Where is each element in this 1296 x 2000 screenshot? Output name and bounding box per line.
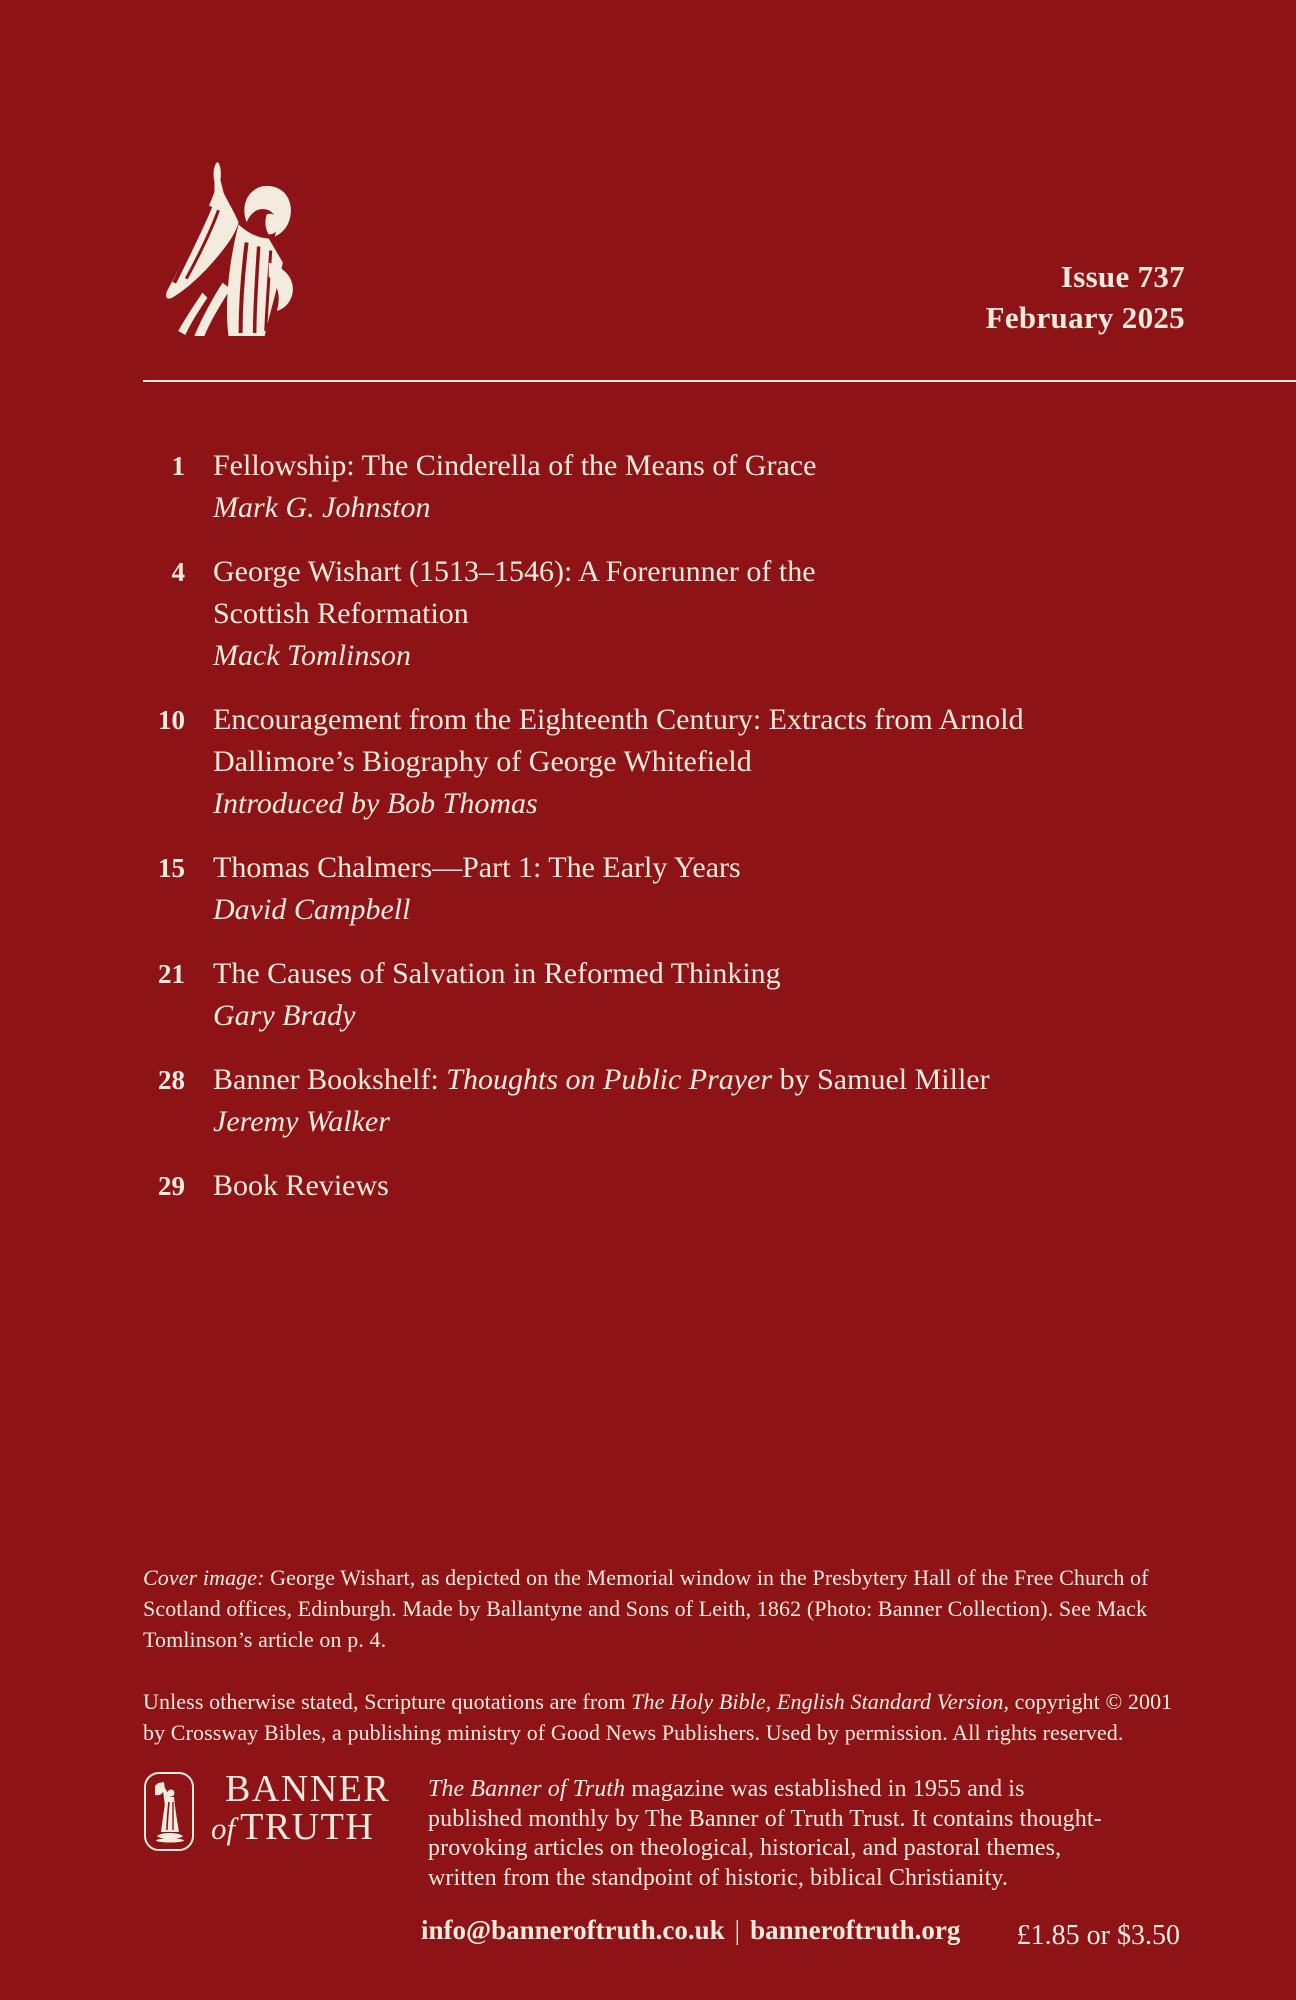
magazine-description-line [428,1775,1168,1805]
scripture-notice-line-segment: copyright © 2001 [1009,1689,1173,1714]
toc-title-line-segment: by Samuel Miller [772,1063,990,1096]
toc-title-line-segment: Thomas Chalmers—Part 1: The Early Years [213,851,741,884]
wordmark-of: of [211,1811,236,1846]
toc-entry-body [213,699,1024,825]
toc-entry [143,1165,1263,1207]
toc-page-number: 1 [171,451,185,481]
toc-title-line [213,1165,389,1207]
magazine-description-line-segment: written from the standpoint of historic, biblical Christianity. [428,1864,1008,1891]
preacher-figure-icon [150,158,296,336]
toc-title-line-segment: Scottish Reformation [213,597,469,630]
toc-entry-body [213,953,781,1037]
cover-caption-line-segment: Tomlinson’s article on p. 4. [143,1627,387,1652]
footnotes-area [143,1562,1228,1779]
magazine-description-line [428,1805,1168,1835]
toc-page-number: 21 [158,959,185,989]
issue-date: February 2025 [985,300,1185,335]
toc-entry-body [213,551,816,677]
magazine-description-line [428,1834,1168,1864]
scripture-notice-line-segment: Unless otherwise stated, Scripture quotations are from [143,1689,632,1714]
toc-author: Mark G. Johnston [213,491,431,524]
toc-title-line-segment: Encouragement from the Eighteenth Century: Extracts from Arnold [213,703,1024,736]
banner-of-truth-figure-logo [150,158,296,336]
cover-caption-line [143,1562,1228,1593]
toc-author: David Campbell [213,893,411,926]
banner-of-truth-seal [144,1772,194,1851]
scripture-notice-line-italic-segment: The Holy Bible, English Standard Version, [631,1689,1010,1714]
cover-caption-line [143,1624,1228,1655]
cover-caption-line [143,1593,1228,1624]
magazine-description [428,1775,1168,1893]
toc-title-line-italic-segment: Thoughts on Public Prayer [446,1063,773,1096]
toc-author: Gary Brady [213,999,356,1032]
toc-entry [143,551,1263,677]
toc-entry-body [213,847,741,931]
magazine-description-line-segment: provoking articles on theological, historical, and pastoral themes, [428,1835,1062,1861]
scripture-notice-line [143,1686,1228,1717]
cover-image-caption [143,1562,1228,1655]
toc-title-line-segment: Book Reviews [213,1169,389,1202]
toc-title-line-segment: The Causes of Salvation in Reformed Thinking [213,957,781,990]
wordmark-banner: BANNER [225,1768,391,1810]
toc-author: Jeremy Walker [213,1105,390,1138]
toc-author: Mack Tomlinson [213,639,412,672]
toc-entry-body [213,1165,389,1207]
toc-title-line [213,847,741,889]
toc-title-line [213,953,781,995]
toc-page-number: 4 [171,557,185,587]
magazine-description-line [428,1864,1168,1894]
magazine-description-line-segment: magazine was established in 1955 and is [625,1776,1025,1802]
cover-caption-line-segment: Scotland offices, Edinburgh. Made by Ballantyne and Sons of Leith, 1862 (Photo: Banner Collection). See Mack [143,1596,1148,1621]
header-divider-rule [143,380,1296,382]
issue-number: Issue 737 [1060,259,1185,294]
toc-title-line-segment: George Wishart (1513–1546): A Forerunner of the [213,555,816,588]
scripture-copyright-notice [143,1686,1228,1748]
toc-title-line [213,699,1024,741]
toc-entry [143,847,1263,931]
toc-title-line-segment: Fellowship: The Cinderella of the Means of Grace [213,449,817,482]
toc-entry [143,445,1263,529]
toc-entry [143,699,1263,825]
issue-header [986,256,1185,338]
toc-title-line [213,551,816,593]
toc-page-number: 15 [158,853,185,883]
toc-entry [143,1059,1263,1143]
toc-page-number: 28 [158,1065,185,1095]
cover-caption-line-segment: George Wishart, as depicted on the Memorial window in the Presbytery Hall of the Free Church of [264,1565,1149,1590]
table-of-contents [143,445,1263,1229]
toc-entry-body [213,445,816,529]
contact-line [421,1910,960,1950]
wordmark-truth: TRUTH [240,1806,375,1848]
contact-website: banneroftruth.org [750,1915,961,1945]
toc-title-line-segment: Dallimore’s Biography of George Whitefield [213,745,752,778]
contact-email: info@banneroftruth.co.uk [421,1915,725,1945]
toc-author: Introduced by Bob Thomas [213,787,538,820]
contact-separator: | [734,1915,741,1945]
cover-caption-line-italic-segment: Cover image: [143,1565,265,1590]
wordmark-of-truth [211,1808,390,1854]
price-label: £1.85 or $3.50 [1016,1920,1180,1951]
toc-title-line [213,593,816,635]
toc-entry [143,953,1263,1037]
banner-of-truth-wordmark [211,1770,390,1854]
toc-page-number: 10 [158,705,185,735]
magazine-description-line-segment: published monthly by The Banner of Truth Trust. It contains thought- [428,1805,1102,1832]
standing-figure-icon [149,1780,189,1844]
toc-title-line-segment: Banner Bookshelf: [213,1063,447,1096]
toc-title-line [213,445,816,487]
scripture-notice-line-segment: by Crossway Bibles, a publishing ministry of Good News Publishers. Used by permission. All rights reserved. [143,1720,1124,1745]
toc-page-number: 29 [158,1171,185,1201]
scripture-notice-line [143,1717,1228,1748]
magazine-description-line-italic-segment: The Banner of Truth [428,1776,626,1802]
toc-entry-body [213,1059,990,1143]
toc-title-line [213,1059,990,1101]
toc-title-line [213,741,1024,783]
